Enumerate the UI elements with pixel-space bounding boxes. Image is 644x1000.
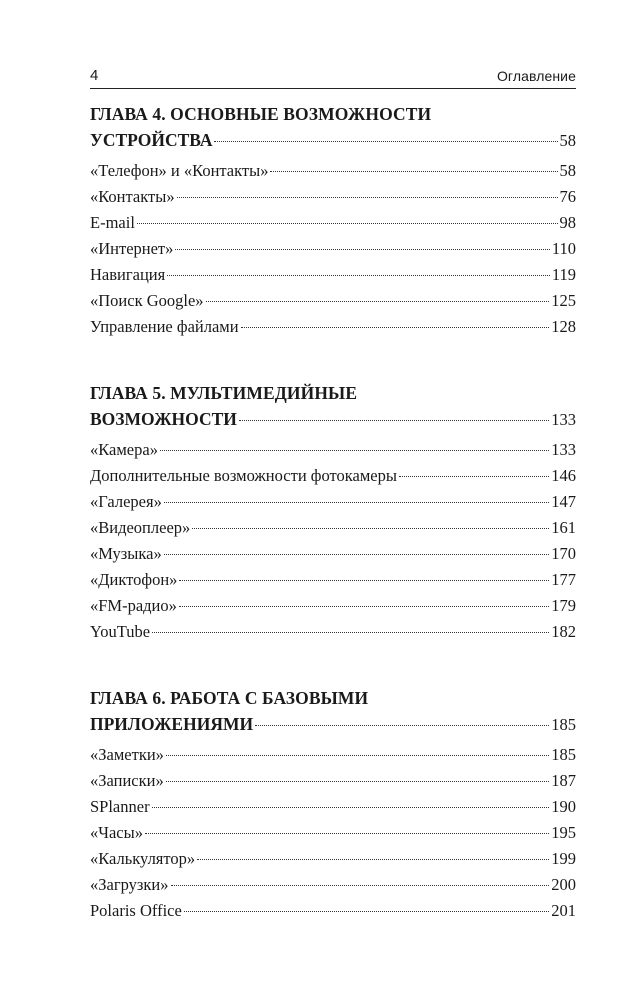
dot-leader: [164, 502, 549, 503]
toc-page: [90, 62, 576, 924]
dot-leader: [160, 450, 549, 451]
entry-label: «Телефон» и «Контакты»: [90, 161, 269, 180]
chapter-6: [90, 685, 576, 924]
entry-label: «Музыка»: [90, 544, 162, 563]
toc-entry[interactable]: [90, 158, 576, 184]
toc-entry[interactable]: [90, 567, 576, 593]
entry-page: 201: [551, 901, 576, 920]
toc-entry[interactable]: [90, 184, 576, 210]
chapter-5: [90, 380, 576, 645]
dot-leader: [241, 327, 550, 328]
entry-page: 190: [551, 797, 576, 816]
dot-leader: [206, 301, 550, 302]
entry-label: «FM-радио»: [90, 596, 177, 615]
entry-label: Управление файлами: [90, 317, 239, 336]
toc-entry[interactable]: [90, 437, 576, 463]
entry-label: «Заметки»: [90, 745, 164, 764]
dot-leader: [214, 141, 557, 142]
chapter-page: 133: [551, 410, 576, 429]
header-title: Оглавление: [496, 68, 576, 84]
toc-entry[interactable]: [90, 898, 576, 924]
toc-entry[interactable]: [90, 489, 576, 515]
entry-label: E-mail: [90, 213, 135, 232]
toc-entry[interactable]: [90, 794, 576, 820]
entry-label: «Поиск Google»: [90, 291, 204, 310]
dot-leader: [239, 420, 549, 421]
chapter-title-line2: ПРИЛОЖЕНИЯМИ: [90, 714, 254, 734]
entry-page: 98: [559, 213, 576, 232]
entry-page: 187: [551, 771, 576, 790]
dot-leader: [167, 275, 550, 276]
toc-entry[interactable]: [90, 872, 576, 898]
entry-page: 185: [551, 745, 576, 764]
entry-label: «Записки»: [90, 771, 164, 790]
toc-entry[interactable]: [90, 262, 576, 288]
toc-entry[interactable]: [90, 463, 576, 489]
chapter-title-row[interactable]: [90, 406, 576, 433]
dot-leader: [255, 725, 549, 726]
entry-page: 76: [559, 187, 576, 206]
dot-leader: [166, 755, 549, 756]
entry-list: [90, 437, 576, 645]
dot-leader: [152, 807, 550, 808]
entry-page: 133: [551, 440, 576, 459]
dot-leader: [137, 223, 558, 224]
entry-label: Дополнительные возможности фотокамеры: [90, 466, 397, 485]
dot-leader: [197, 859, 549, 860]
entry-page: 128: [551, 317, 576, 336]
entry-page: 195: [551, 823, 576, 842]
toc-entry[interactable]: [90, 619, 576, 645]
entry-label: «Интернет»: [90, 239, 174, 258]
entry-label: YouTube: [90, 622, 151, 641]
chapter-title-line2: ВОЗМОЖНОСТИ: [90, 409, 237, 429]
entry-page: 161: [551, 518, 576, 537]
page-number: 4: [90, 67, 99, 84]
entry-label: «Калькулятор»: [90, 849, 196, 868]
dot-leader: [175, 249, 549, 250]
toc-entry[interactable]: [90, 742, 576, 768]
dot-leader: [171, 885, 550, 886]
dot-leader: [179, 580, 549, 581]
entry-page: 147: [551, 492, 576, 511]
toc-entry[interactable]: [90, 768, 576, 794]
chapter-title: ГЛАВА 4. ОСНОВНЫЕ ВОЗМОЖНОСТИ: [90, 104, 432, 124]
entry-page: 125: [551, 291, 576, 310]
dot-leader: [166, 781, 550, 782]
toc-entry[interactable]: [90, 314, 576, 340]
entry-label: «Диктофон»: [90, 570, 178, 589]
chapter-title-line2: УСТРОЙСТВА: [90, 130, 213, 150]
entry-label: «Часы»: [90, 823, 143, 842]
dot-leader: [177, 197, 558, 198]
toc-entry[interactable]: [90, 515, 576, 541]
entry-page: 199: [551, 849, 576, 868]
chapter-title-row[interactable]: [90, 127, 576, 154]
toc-entry[interactable]: [90, 820, 576, 846]
entry-label: SPlanner: [90, 797, 150, 816]
dot-leader: [179, 606, 549, 607]
entry-page: 182: [551, 622, 576, 641]
dot-leader: [164, 554, 550, 555]
entry-label: Polaris Office: [90, 901, 182, 920]
dot-leader: [192, 528, 549, 529]
entry-label: «Контакты»: [90, 187, 175, 206]
dot-leader: [270, 171, 557, 172]
entry-label: «Загрузки»: [90, 875, 169, 894]
entry-page: 58: [559, 161, 576, 180]
chapter-title: ГЛАВА 5. МУЛЬТИМЕДИЙНЫЕ: [90, 383, 358, 403]
chapter-title: ГЛАВА 6. РАБОТА С БАЗОВЫМИ: [90, 688, 369, 708]
dot-leader: [152, 632, 549, 633]
toc-entry[interactable]: [90, 288, 576, 314]
entry-label: «Галерея»: [90, 492, 162, 511]
chapter-page: 185: [551, 715, 576, 734]
chapter-page: 58: [559, 131, 576, 150]
entry-page: 200: [551, 875, 576, 894]
entry-list: [90, 158, 576, 340]
chapter-title-row[interactable]: [90, 711, 576, 738]
chapter-4: [90, 101, 576, 340]
running-header: [90, 62, 576, 89]
toc-entry[interactable]: [90, 210, 576, 236]
entry-page: 170: [551, 544, 576, 563]
entry-page: 177: [551, 570, 576, 589]
dot-leader: [145, 833, 549, 834]
toc-entry[interactable]: [90, 236, 576, 262]
entry-label: «Видеоплеер»: [90, 518, 191, 537]
toc-entry[interactable]: [90, 593, 576, 619]
entry-page: 110: [551, 239, 576, 258]
entry-list: [90, 742, 576, 924]
entry-page: 146: [551, 466, 576, 485]
entry-label: Навигация: [90, 265, 166, 284]
entry-page: 119: [551, 265, 576, 284]
dot-leader: [399, 476, 549, 477]
entry-page: 179: [551, 596, 576, 615]
dot-leader: [184, 911, 549, 912]
entry-label: «Камера»: [90, 440, 158, 459]
toc-entry[interactable]: [90, 541, 576, 567]
toc-entry[interactable]: [90, 846, 576, 872]
